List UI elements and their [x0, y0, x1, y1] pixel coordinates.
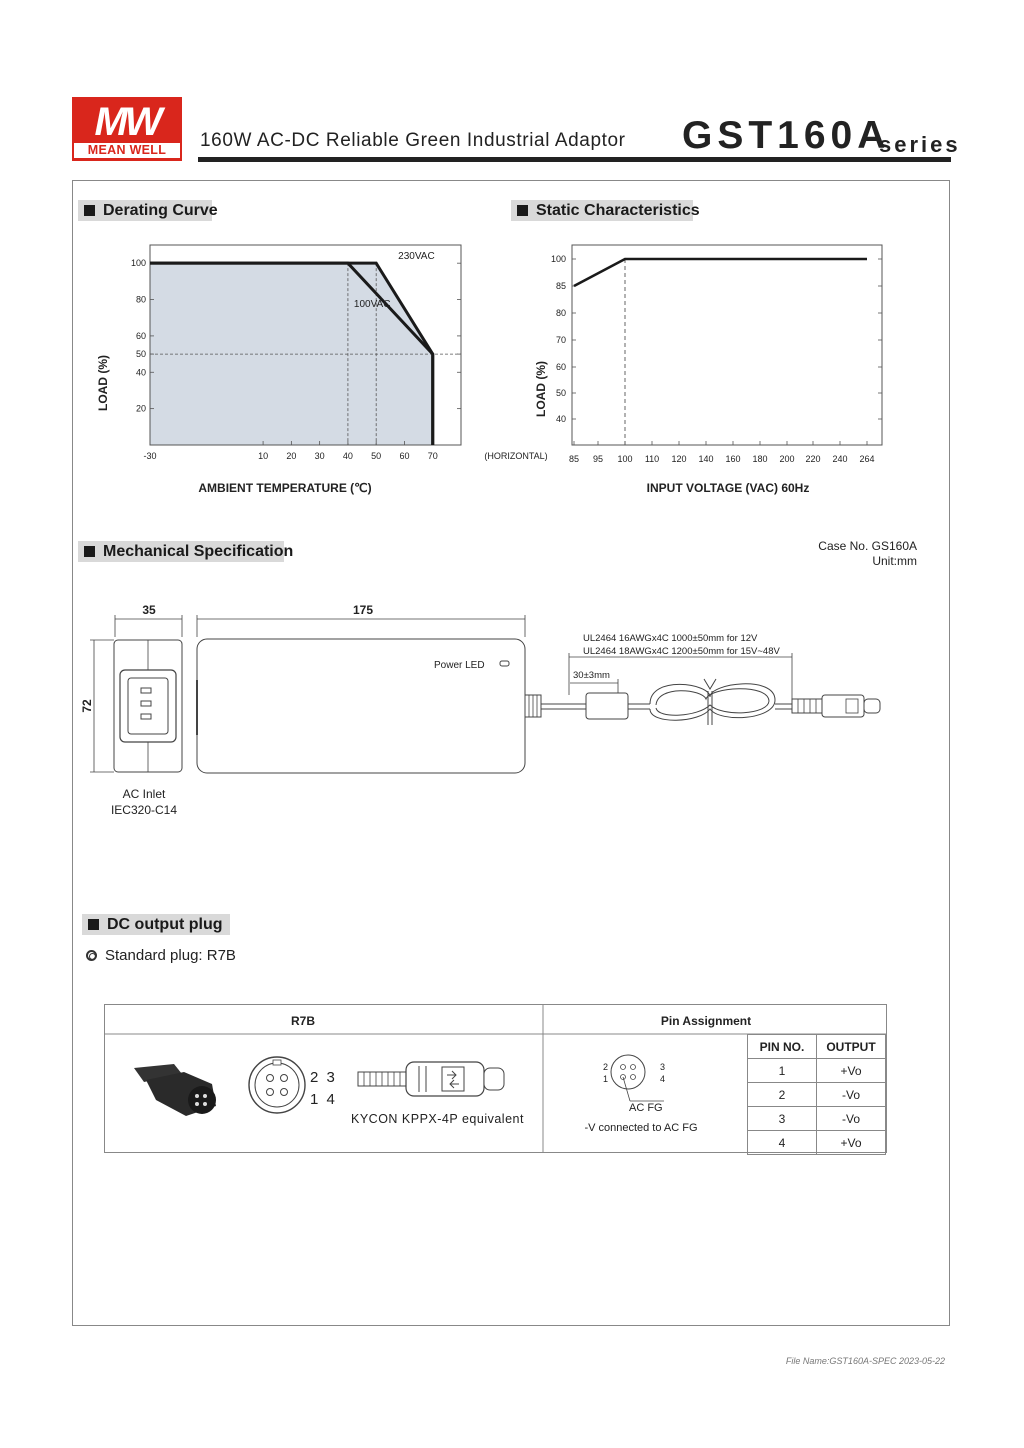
- dc-plug-sleeve: [792, 699, 822, 713]
- col-header-r7b: R7B: [290, 1014, 316, 1028]
- static-y-tick-label: 100: [550, 254, 566, 264]
- pin-no-cell: 1: [748, 1059, 817, 1083]
- derating-x-tick-label: 20: [286, 451, 297, 461]
- col-header-pin-assignment: Pin Assignment: [660, 1014, 752, 1028]
- table-row: [748, 1131, 886, 1155]
- dim-length-value: 175: [352, 603, 374, 617]
- derating-y-tick-label: 80: [135, 294, 146, 305]
- pin-table-header-row: [748, 1035, 886, 1059]
- section-derating-curve: [78, 200, 218, 221]
- static-plot-frame: [572, 245, 882, 445]
- static-series-line: [574, 259, 867, 286]
- static-x-axis-label: INPUT VOLTAGE (VAC) 60Hz: [646, 481, 810, 495]
- static-y-tick-label: 40: [555, 414, 566, 424]
- static-chart: [520, 235, 900, 510]
- cable-tie: [704, 679, 716, 725]
- section-dc-output-plug: [82, 914, 230, 935]
- static-x-tick-label: 160: [725, 454, 741, 464]
- static-x-tick-label: 220: [805, 454, 821, 464]
- derating-x-tick-label: 40: [342, 451, 353, 461]
- derating-y-tick-label: 60: [135, 330, 146, 341]
- derating-chart: [80, 235, 548, 510]
- cable-spec-line2: UL2464 18AWGx4C 1200±50mm for 15V~48V: [583, 646, 780, 657]
- pin-assignment-table: [747, 1034, 886, 1155]
- static-x-tick-label: 110: [644, 454, 660, 464]
- derating-x-suffix: (HORIZONTAL): [484, 451, 548, 461]
- ac-inlet-pin-icon: [141, 688, 151, 693]
- static-x-tick-label: 264: [859, 454, 875, 464]
- pin-output-cell: -Vo: [817, 1083, 886, 1107]
- static-x-tick-label: 180: [752, 454, 768, 464]
- static-y-tick-label: 70: [555, 335, 566, 345]
- page-subtitle: 160W AC-DC Reliable Green Industrial Adaptor: [200, 130, 626, 151]
- model-title: GST160A: [682, 114, 891, 157]
- series-label-100vac: 100VAC: [353, 299, 391, 311]
- plug-face-diagram: [249, 1057, 305, 1113]
- case-info: [818, 539, 917, 569]
- section-derating-label: Derating Curve: [103, 202, 218, 219]
- section-mechanical-label: Mechanical Specification: [103, 543, 294, 560]
- pin-no-cell: 3: [748, 1107, 817, 1131]
- section-static-characteristics: [511, 200, 700, 221]
- derating-x-tick-label: 50: [371, 451, 382, 461]
- pin-output-cell: +Vo: [817, 1059, 886, 1083]
- dim-width-value: 35: [142, 603, 156, 617]
- bullet-square-icon: [84, 205, 95, 216]
- static-y-axis-label: LOAD (%): [534, 361, 548, 417]
- bullet-square-icon: [84, 546, 95, 557]
- pin-no-header: PIN NO.: [748, 1035, 817, 1059]
- static-x-tick-label: 140: [698, 454, 714, 464]
- header-rule: [198, 157, 951, 162]
- static-x-tick-label: 100: [617, 454, 633, 464]
- standard-plug-text: Standard plug: R7B: [105, 947, 236, 964]
- dc-plug-tip: [864, 699, 880, 713]
- static-x-tick-label: 85: [568, 454, 580, 464]
- static-x-tick-label: 240: [832, 454, 848, 464]
- mean-well-logo: [72, 97, 182, 161]
- ferrite-distance-label: 30±3mm: [573, 670, 610, 681]
- derating-y-tick-label: 40: [135, 367, 146, 378]
- section-dc-plug-label: DC output plug: [107, 916, 223, 933]
- table-row: [748, 1083, 886, 1107]
- dim-height-value: 72: [80, 699, 94, 713]
- derating-x-tick-label: 60: [399, 451, 410, 461]
- static-x-tick-label: 95: [592, 454, 604, 464]
- derating-x-tick-label: 30: [314, 451, 325, 461]
- cable-spec-line1: UL2464 16AWGx4C 1000±50mm for 12V: [583, 633, 758, 644]
- static-y-tick-label: 60: [555, 362, 566, 372]
- table-row: [748, 1107, 886, 1131]
- logo-brand-text: MEAN WELL: [74, 143, 180, 158]
- ac-inlet-type: IEC320-C14: [110, 803, 178, 817]
- derating-y-axis-label: LOAD (%): [96, 355, 110, 411]
- ferrite-core: [586, 693, 628, 719]
- series-label-230vac: 230VAC: [398, 251, 435, 263]
- small-pin-2: 2: [603, 1062, 609, 1072]
- static-x-tick-label: 120: [671, 454, 687, 464]
- small-pin-4: 4: [660, 1074, 666, 1084]
- pin-output-cell: +Vo: [817, 1131, 886, 1155]
- unit-label: Unit:mm: [872, 554, 917, 568]
- derating-y-tick-label: 50: [135, 349, 146, 360]
- bullet-square-icon: [517, 205, 528, 216]
- pin-face-top-label: 2 3: [310, 1069, 337, 1086]
- small-pin-3: 3: [660, 1062, 666, 1072]
- svg-text:MW: MW: [94, 100, 160, 141]
- section-mechanical-spec: [78, 541, 294, 562]
- pin-face-bottom-label: 1 4: [310, 1091, 337, 1108]
- ac-inlet-caption: [100, 786, 188, 818]
- static-y-tick-label: 80: [555, 308, 566, 318]
- derating-x-tick-label: 10: [258, 451, 269, 461]
- derating-x-axis-label: AMBIENT TEMPERATURE (℃): [198, 481, 372, 495]
- small-pin-1: 1: [603, 1074, 609, 1084]
- ac-inlet-label: AC Inlet: [122, 787, 166, 801]
- pin-no-cell: 4: [748, 1131, 817, 1155]
- pin-output-cell: -Vo: [817, 1107, 886, 1131]
- output-header: OUTPUT: [817, 1035, 886, 1059]
- standard-plug-line: [86, 947, 236, 964]
- series-label: series: [879, 132, 961, 157]
- bullet-square-icon: [88, 919, 99, 930]
- table-row: [748, 1059, 886, 1083]
- derating-x-tick-label: 70: [427, 451, 438, 461]
- v-connected-note: -V connected to AC FG: [584, 1122, 698, 1134]
- ac-inlet-pin-icon: [141, 701, 151, 706]
- static-y-tick-label: 85: [555, 281, 566, 291]
- derating-x-tick-label: -30: [143, 451, 157, 461]
- static-x-tick-label: 200: [779, 454, 795, 464]
- ac-fg-label: AC FG: [629, 1102, 663, 1114]
- section-static-label: Static Characteristics: [536, 202, 700, 219]
- case-number: Case No. GS160A: [818, 539, 917, 553]
- mechanical-drawing: [70, 595, 930, 785]
- dc-plug-arrow-icon: [846, 699, 858, 713]
- double-circle-icon: [86, 950, 97, 961]
- file-footer: File Name:GST160A-SPEC 2023-05-22: [785, 1356, 945, 1366]
- kycon-label: KYCON KPPX-4P equivalent: [351, 1112, 524, 1126]
- mw-logo-mark: [72, 97, 182, 141]
- static-y-tick-label: 50: [555, 388, 566, 398]
- derating-y-tick-label: 20: [135, 403, 146, 414]
- power-led-icon: [500, 661, 509, 666]
- pin-no-cell: 2: [748, 1083, 817, 1107]
- ac-inlet-pin-icon: [141, 714, 151, 719]
- derating-y-tick-label: 100: [130, 258, 146, 269]
- power-led-label: Power LED: [434, 660, 485, 671]
